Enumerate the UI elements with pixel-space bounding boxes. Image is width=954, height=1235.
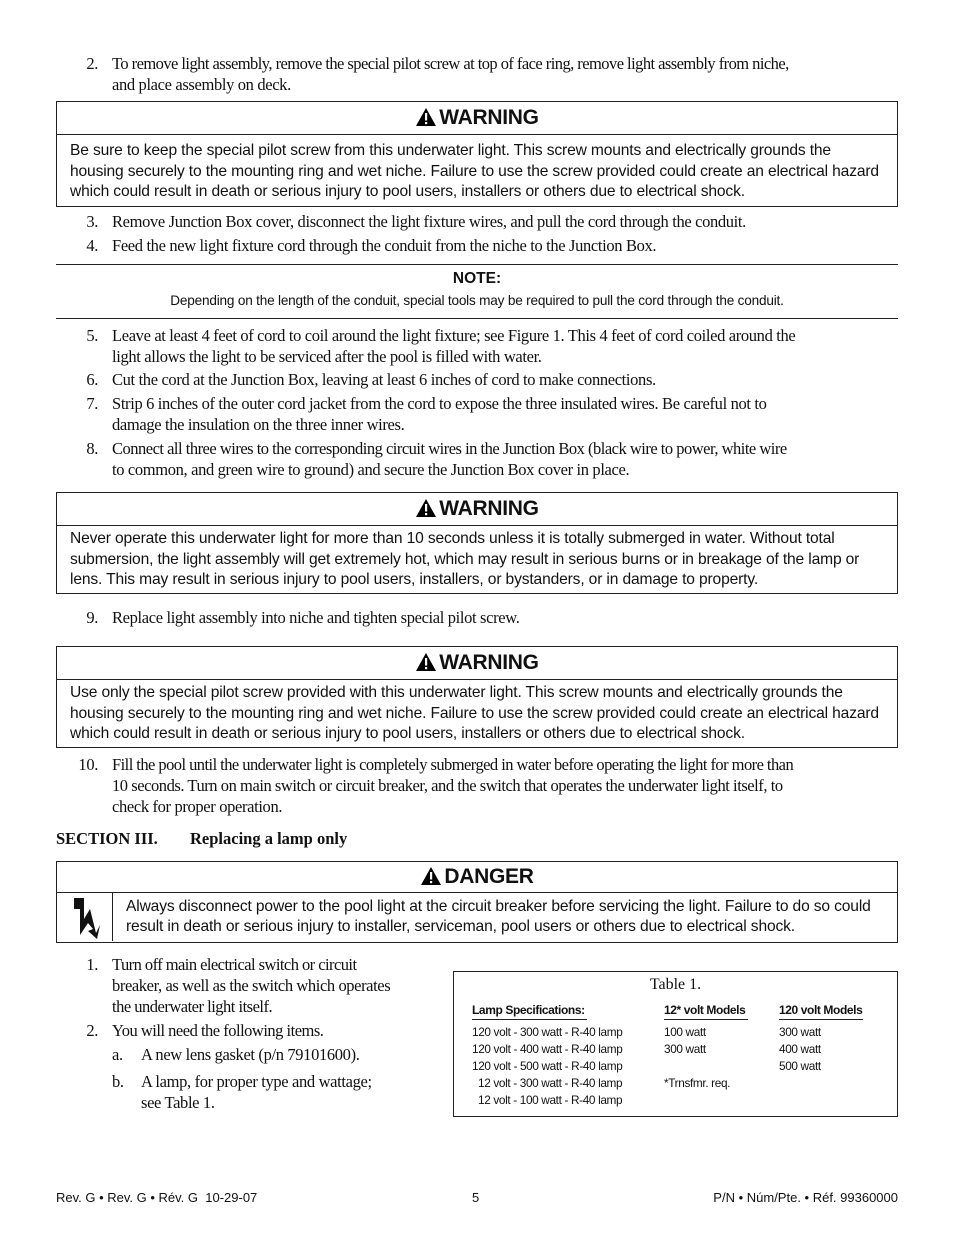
warning-text	[57, 680, 897, 749]
warning-text	[57, 135, 897, 207]
warning-header	[57, 102, 897, 135]
warning-header	[57, 493, 897, 526]
step-text-line: 10 seconds. Turn on main switch or circuit breaker, and the switch that operates the underwater light itself, to	[112, 776, 783, 795]
warning-title: WARNING	[439, 651, 539, 674]
warning-triangle-icon	[415, 652, 437, 672]
warning-line: Be sure to keep the special pilot screw from this underwater light. This screw mounts and electrically grounds the	[70, 142, 831, 159]
warning-triangle-icon	[415, 107, 437, 127]
subitem-text-line: A new lens gasket (p/n 79101600).	[141, 1045, 360, 1064]
step-text-line: light allows the light to be serviced after the pool is filled with water.	[112, 347, 542, 366]
danger-title: DANGER	[444, 865, 534, 888]
danger-text	[113, 893, 883, 941]
table-header-underline	[472, 1019, 587, 1020]
note-top-rule	[56, 264, 898, 265]
note-title: NOTE:	[452, 270, 502, 287]
step-number: 10.	[78, 755, 98, 774]
warning-header	[57, 647, 897, 680]
warning-text	[57, 526, 897, 595]
step-text-line: breaker, as well as the switch which operates	[112, 976, 391, 995]
step-number: 2.	[86, 1021, 98, 1040]
table-header-lamp: Lamp Specifications:	[472, 1003, 585, 1017]
step-number: 2.	[86, 54, 98, 73]
step-number: 9.	[86, 608, 98, 627]
step-text-line: Strip 6 inches of the outer cord jacket from the cord to expose the three insulated wires. Be careful not to	[112, 394, 767, 413]
footer-page-number: 5	[472, 1190, 480, 1205]
table-header-120v: 120 volt Models	[779, 1003, 863, 1017]
table-cell: 500 watt	[779, 1059, 821, 1073]
step-text: Feed the new light fixture cord through the conduit from the niche to the Junction Box.	[112, 236, 657, 255]
warning-triangle-icon	[415, 498, 437, 518]
subitem-text-line: A lamp, for proper type and wattage;	[141, 1072, 372, 1091]
danger-box	[56, 861, 898, 943]
table-cell: 400 watt	[779, 1042, 821, 1056]
step-number: 8.	[86, 439, 98, 458]
warning-line: Never operate this underwater light for more than 10 seconds unless it is totally submerged in water. Without total	[70, 530, 835, 547]
step-number: 5.	[86, 326, 98, 345]
step-text-line: To remove light assembly, remove the special pilot screw at top of face ring, remove light assembly from niche,	[112, 54, 789, 73]
step-text-line: the underwater light itself.	[112, 997, 273, 1016]
warning-title: WARNING	[439, 106, 539, 129]
electrical-shock-icon	[68, 895, 102, 939]
step-text-line: damage the insulation on the three inner wires.	[112, 415, 405, 434]
step-text: Replace light assembly into niche and tighten special pilot screw.	[112, 608, 520, 627]
danger-body	[57, 893, 897, 941]
footer-revision: Rev. G • Rev. G • Rév. G 10-29-07	[56, 1190, 258, 1205]
warning-box-2	[56, 492, 898, 594]
warning-line: which could result in death or serious injury to pool users, installers or others due to electrical shock.	[70, 183, 745, 200]
table-cell: 12 volt - 100 watt - R-40 lamp	[478, 1093, 623, 1107]
subitem-label: b.	[112, 1072, 124, 1091]
danger-line: result in death or serious injury to installer, serviceman, pool users or others due to electrical shock.	[126, 918, 795, 935]
step-number: 1.	[86, 955, 98, 974]
section-label: SECTION III.	[56, 829, 158, 848]
step-text-line: Fill the pool until the underwater light is completely submerged in water before operating the light for more than	[112, 755, 794, 774]
step-number: 7.	[86, 394, 98, 413]
table-cell: *Trnsfmr. req.	[664, 1076, 731, 1090]
step-text-line: Turn off main electrical switch or circuit	[112, 955, 357, 974]
footer-part-number: P/N • Núm/Pte. • Réf. 99360000	[713, 1190, 898, 1205]
table-cell: 300 watt	[664, 1042, 706, 1056]
table-cell: 300 watt	[779, 1025, 821, 1039]
lamp-spec-table-box	[453, 971, 898, 1117]
warning-box-3	[56, 646, 898, 748]
warning-line: submersion, the light assembly will get extremely hot, which may result in serious burns or in breakage of the lamp or	[70, 550, 860, 568]
table-header-underline	[779, 1019, 863, 1020]
danger-header	[57, 862, 897, 893]
warning-box-1	[56, 101, 898, 207]
subitem-label: a.	[112, 1045, 123, 1064]
table-cell: 120 volt - 400 watt - R-40 lamp	[472, 1042, 623, 1056]
warning-line: which could result in death or serious injury to pool users, installers or others due to electrical shock.	[70, 725, 745, 742]
danger-icon-cell	[57, 893, 113, 941]
note-bottom-rule	[56, 318, 898, 319]
table-cell: 120 volt - 500 watt - R-40 lamp	[472, 1059, 623, 1073]
section-heading	[56, 829, 348, 849]
table-cell: 100 watt	[664, 1025, 706, 1039]
step-text-line: Connect all three wires to the corresponding circuit wires in the Junction Box (black wire to power, white wire	[112, 439, 787, 458]
warning-line: housing securely to the mounting ring and wet niche. Failure to use the screw provided could create an electrical hazard	[70, 162, 879, 180]
warning-line: Use only the special pilot screw provided with this underwater light. This screw mounts and electrically grounds the	[70, 684, 843, 701]
step-number: 4.	[86, 236, 98, 255]
warning-triangle-icon	[420, 866, 442, 886]
step-text-line: check for proper operation.	[112, 797, 283, 816]
warning-line: housing securely to the mounting ring and wet niche. Failure to use the screw provided could create an electrical hazard	[70, 704, 879, 722]
warning-title: WARNING	[439, 497, 539, 520]
warning-line: lens. This may result in serious injury to pool users, installers, or bystanders, or in damage to property.	[70, 571, 759, 588]
step-number: 6.	[86, 370, 98, 389]
table-cell: 12 volt - 300 watt - R-40 lamp	[478, 1076, 623, 1090]
section-title: Replacing a lamp only	[190, 829, 348, 848]
subitem-text-line: see Table 1.	[141, 1093, 215, 1112]
danger-line: Always disconnect power to the pool light at the circuit breaker before servicing the light. Failure to do so could	[126, 898, 871, 915]
table-caption: Table 1.	[649, 976, 702, 993]
table-header-12v: 12* volt Models	[664, 1003, 746, 1017]
step-text-line: and place assembly on deck.	[112, 75, 291, 94]
step-text-line: Cut the cord at the Junction Box, leaving at least 6 inches of cord to make connections.	[112, 370, 656, 389]
table-cell: 120 volt - 300 watt - R-40 lamp	[472, 1025, 623, 1039]
step-text: Remove Junction Box cover, disconnect the light fixture wires, and pull the cord through the conduit.	[112, 212, 746, 231]
step-number: 3.	[86, 212, 98, 231]
table-header-underline	[664, 1019, 748, 1020]
step-text-line: to common, and green wire to ground) and secure the Junction Box cover in place.	[112, 460, 630, 479]
step-text-line: Leave at least 4 feet of cord to coil around the light fixture; see Figure 1. This 4 feet of cord coiled around the	[112, 326, 796, 345]
note-text: Depending on the length of the conduit, special tools may be required to pull the cord through the conduit.	[170, 293, 784, 308]
step-text-line: You will need the following items.	[112, 1021, 324, 1040]
